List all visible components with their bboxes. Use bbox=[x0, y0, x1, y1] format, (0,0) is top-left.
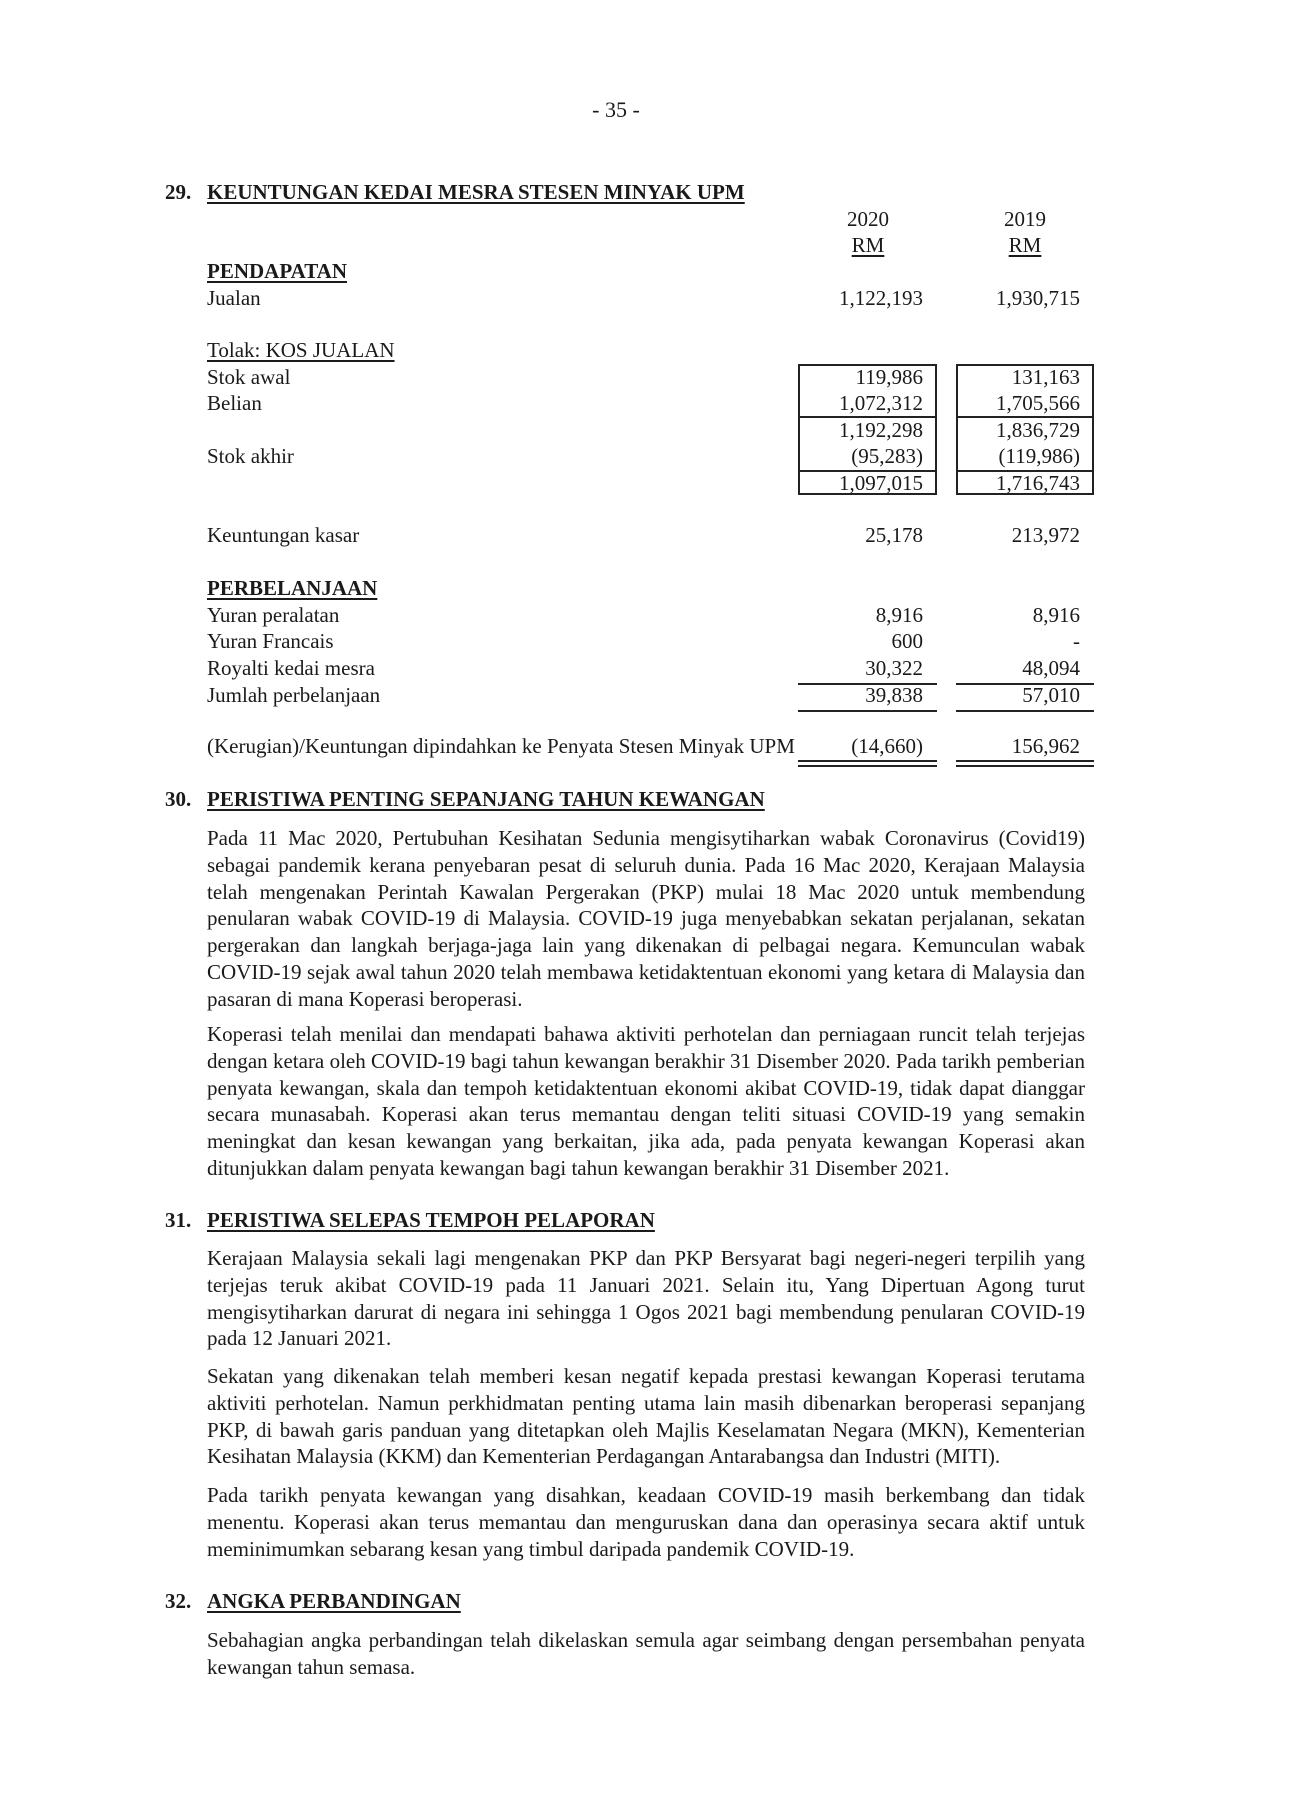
pendapatan-heading: PENDAPATAN bbox=[207, 259, 347, 283]
section-number: 31. bbox=[165, 1208, 192, 1232]
paragraph: Kerajaan Malaysia sekali lagi mengenakan PKP dan PKP Bersyarat bagi negeri-negeri terpilih yang terjejas teruk akibat COVID-19 pada 11 Januari 2021. Selain itu, Yang Dipertuan Agong turut mengisytiharkan darurat di negara ini sehingga 1 Ogos 2021 bagi membendung penularan COVID-19 pada 12 Januari 2021. bbox=[207, 1246, 1085, 1351]
perbelanjaan-heading: PERBELANJAAN bbox=[207, 576, 378, 600]
column-unit-2020: RM bbox=[851, 233, 885, 257]
value-2019: 48,094 bbox=[1022, 656, 1080, 680]
value-2020: 39,838 bbox=[865, 683, 923, 707]
value-2019: - bbox=[1073, 629, 1080, 653]
row-label: Royalti kedai mesra bbox=[207, 656, 375, 680]
value-2020: 25,178 bbox=[865, 523, 923, 547]
value-2019: 1,716,743 bbox=[996, 471, 1080, 495]
value-2019: 57,010 bbox=[1022, 683, 1080, 707]
value-2020: 600 bbox=[891, 629, 923, 653]
double-underline bbox=[798, 760, 937, 767]
value-2020: 1,122,193 bbox=[839, 286, 923, 310]
column-unit-2019: RM bbox=[1008, 233, 1042, 257]
row-label: (Kerugian)/Keuntungan dipindahkan ke Penyata Stesen Minyak UPM bbox=[207, 734, 795, 758]
value-2019: 156,962 bbox=[1011, 734, 1080, 758]
row-label: Yuran peralatan bbox=[207, 603, 340, 627]
value-2020: 1,192,298 bbox=[839, 418, 923, 442]
section-title: KEUNTUNGAN KEDAI MESRA STESEN MINYAK UPM bbox=[207, 180, 745, 204]
page-number: - 35 - bbox=[592, 97, 640, 122]
row-label: Yuran Francais bbox=[207, 629, 334, 653]
section-number: 30. bbox=[165, 787, 192, 811]
value-2019: 8,916 bbox=[1032, 603, 1080, 627]
column-year-2020: 2020 bbox=[847, 207, 889, 231]
row-label: Stok akhir bbox=[207, 444, 294, 468]
value-2019: (119,986) bbox=[998, 444, 1080, 468]
value-2020: 119,986 bbox=[855, 365, 923, 389]
section-title: PERISTIWA SELEPAS TEMPOH PELAPORAN bbox=[207, 1208, 655, 1232]
paragraph: Pada tarikh penyata kewangan yang disahkan, keadaan COVID-19 masih berkembang dan tidak menentu. Koperasi akan terus memantau dan menguruskan dana dan operasinya secara aktif untuk meminimumkan sebarang kesan yang timbul daripada pandemik COVID-19. bbox=[207, 1483, 1085, 1561]
section-title: ANGKA PERBANDINGAN bbox=[207, 1589, 461, 1613]
kos-jualan-heading: Tolak: KOS JUALAN bbox=[207, 338, 395, 362]
value-2019: 1,836,729 bbox=[996, 418, 1080, 442]
value-2020: (95,283) bbox=[851, 444, 923, 468]
value-2020: 30,322 bbox=[865, 656, 923, 680]
value-2019: 213,972 bbox=[1011, 523, 1080, 547]
value-2019: 1,705,566 bbox=[996, 391, 1080, 415]
total-line bbox=[956, 710, 1094, 712]
section-number: 29. bbox=[165, 180, 192, 204]
row-label: Belian bbox=[207, 391, 262, 415]
section-number: 32. bbox=[165, 1589, 192, 1613]
paragraph: Koperasi telah menilai dan mendapati bahawa aktiviti perhotelan dan perniagaan runcit telah terjejas dengan ketara oleh COVID-19 bagi tahun kewangan berakhir 31 Disember 2020. Pada tarikh pemberian penyata kewangan, skala dan tempoh ketidaktentuan ekonomi akibat COVID-19, tidak dapat dianggar secara munasabah. Koperasi akan terus memantau dengan teliti situasi COVID-19 yang semakin meningkat dan kesan kewangan yang berkaitan, jika ada, pada penyata kewangan Koperasi akan ditunjukkan dalam penyata kewangan bagi tahun kewangan berakhir 31 Disember 2021. bbox=[207, 1022, 1085, 1180]
row-label: Stok awal bbox=[207, 365, 291, 389]
row-label: Keuntungan kasar bbox=[207, 523, 360, 547]
value-2020: 1,072,312 bbox=[839, 391, 923, 415]
column-year-2019: 2019 bbox=[1004, 207, 1046, 231]
double-underline bbox=[956, 760, 1094, 767]
row-label: Jualan bbox=[207, 286, 261, 310]
value-2020: 1,097,015 bbox=[839, 471, 923, 495]
paragraph: Pada 11 Mac 2020, Pertubuhan Kesihatan Sedunia mengisytiharkan wabak Coronavirus (Covid19) sebagai pandemik kerana penyebaran pesat di seluruh dunia. Pada 16 Mac 2020, Kerajaan Malaysia telah mengenakan Perintah Kawalan Pergerakan (PKP) mulai 18 Mac 2020 untuk membendung penularan wabak COVID-19 di Malaysia. COVID-19 juga menyebabkan sekatan perjalanan, sekatan pergerakan dan langkah berjaga-jaga lain yang dikenakan di pelbagai negara. Kemunculan wabak COVID-19 sejak awal tahun 2020 telah membawa ketidaktentuan ekonomi yang ketara di Malaysia dan pasaran di mana Koperasi beroperasi. bbox=[207, 826, 1085, 1011]
total-line bbox=[798, 710, 937, 712]
value-2019: 131,163 bbox=[1011, 365, 1080, 389]
paragraph: Sekatan yang dikenakan telah memberi kesan negatif kepada prestasi kewangan Koperasi terutama aktiviti perhotelan. Namun perkhidmatan penting utama lain masih dibenarkan beroperasi sepanjang PKP, di bawah garis panduan yang ditetapkan oleh Majlis Keselamatan Negara (MKN), Kementerian Kesihatan Malaysia (KKM) dan Kementerian Perdagangan Antarabangsa dan Industri (MITI). bbox=[207, 1364, 1085, 1469]
row-label: Jumlah perbelanjaan bbox=[207, 683, 381, 707]
section-title: PERISTIWA PENTING SEPANJANG TAHUN KEWANGAN bbox=[207, 787, 765, 811]
value-2020: 8,916 bbox=[875, 603, 923, 627]
paragraph: Sebahagian angka perbandingan telah dikelaskan semula agar seimbang dengan persembahan penyata kewangan tahun semasa. bbox=[207, 1628, 1085, 1679]
value-2019: 1,930,715 bbox=[996, 286, 1080, 310]
value-2020: (14,660) bbox=[851, 734, 923, 758]
